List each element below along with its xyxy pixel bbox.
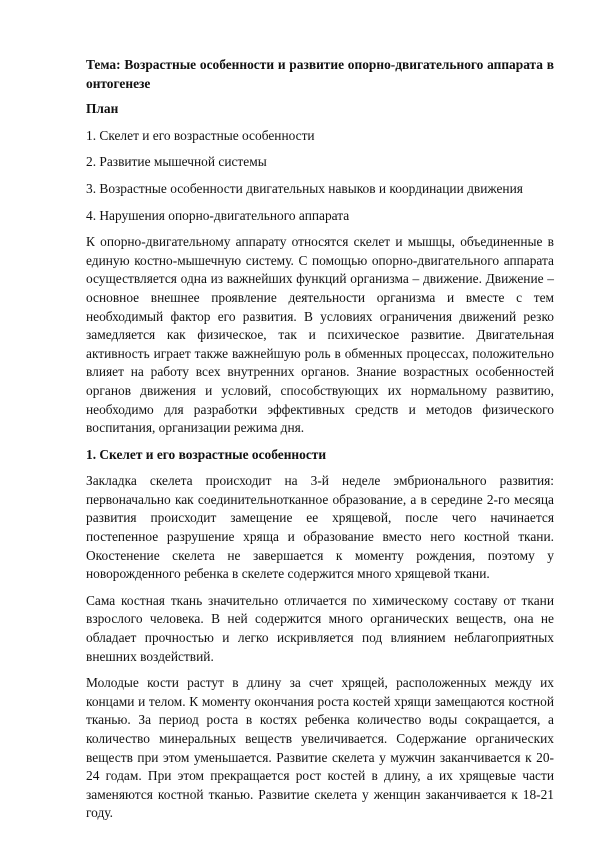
plan-item: 2. Развитие мышечной системы bbox=[86, 154, 267, 170]
document-page bbox=[86, 56, 554, 831]
section-heading: 1. Скелет и его возрастные особенности bbox=[86, 446, 327, 462]
body-paragraph: Сама костная ткань значительно отличается по химическому составу от ткани взрослого человека. В ней содержится много органических веществ, она не обладает прочностью и легко искривляется под влиянием неблагоприятных внешних воздействий. bbox=[86, 592, 554, 664]
plan-list bbox=[86, 127, 554, 225]
body-paragraph: Молодые кости растут в длину за счет хрящей, расположенных между их концами и телом. К моменту окончания роста костей хрящи замещаются костной тканью. За период роста в костях ребенка количество воды сокращается, а количество минеральных веществ увеличивается. Содержание органических веществ при этом уменьшается. Развитие скелета у мужчин заканчивается к 20-24 годам. При этом прекращается рост костей в длину, а их хрящевые части заменяются костной тканью. Развитие скелета у женщин заканчивается к 18-21 году. bbox=[86, 675, 554, 821]
plan-heading: План bbox=[86, 101, 119, 117]
plan-item: 3. Возрастные особенности двигательных навыков и координации движения bbox=[86, 180, 523, 196]
plan-item: 4. Нарушения опорно-двигательного аппарата bbox=[86, 207, 350, 223]
plan-item: 1. Скелет и его возрастные особенности bbox=[86, 127, 315, 143]
topic-title: Тема: Возрастные особенности и развитие опорно-двигательного аппарата в онтогенезе bbox=[86, 57, 554, 91]
intro-paragraph: К опорно-двигательному аппарату относятся скелет и мышцы, объединенные в единую костно-мышечную систему. С помощью опорно-двигательного аппарата осуществляется одна из важнейших функций организма – движение. Движение – основное внешнее проявление деятельности организма и вместе с тем необходимый фактор его развития. В условиях ограничения движений резко замедляется как физическое, так и психическое развитие. Двигательная активность играет также важнейшую роль в обменных процессах, положительно влияет на работу всех внутренних органов. Знание возрастных особенностей органов движения и условий, способствующих их нормальному развитию, необходимо для разработки эффективных средств и методов физического воспитания, организации режима дня. bbox=[86, 234, 554, 436]
body-paragraph: Закладка скелета происходит на 3-й неделе эмбрионального развития: первоначально как соединительнотканное образование, а в середине 2-го месяца развития происходит замещение ее хрящевой, после чего начинается постепенное разрушение хряща и образование вместо него костной ткани. Окостенение скелета не завершается к моменту рождения, поэтому у новорожденного ребенка в скелете содержится много хрящевой ткани. bbox=[86, 473, 554, 582]
